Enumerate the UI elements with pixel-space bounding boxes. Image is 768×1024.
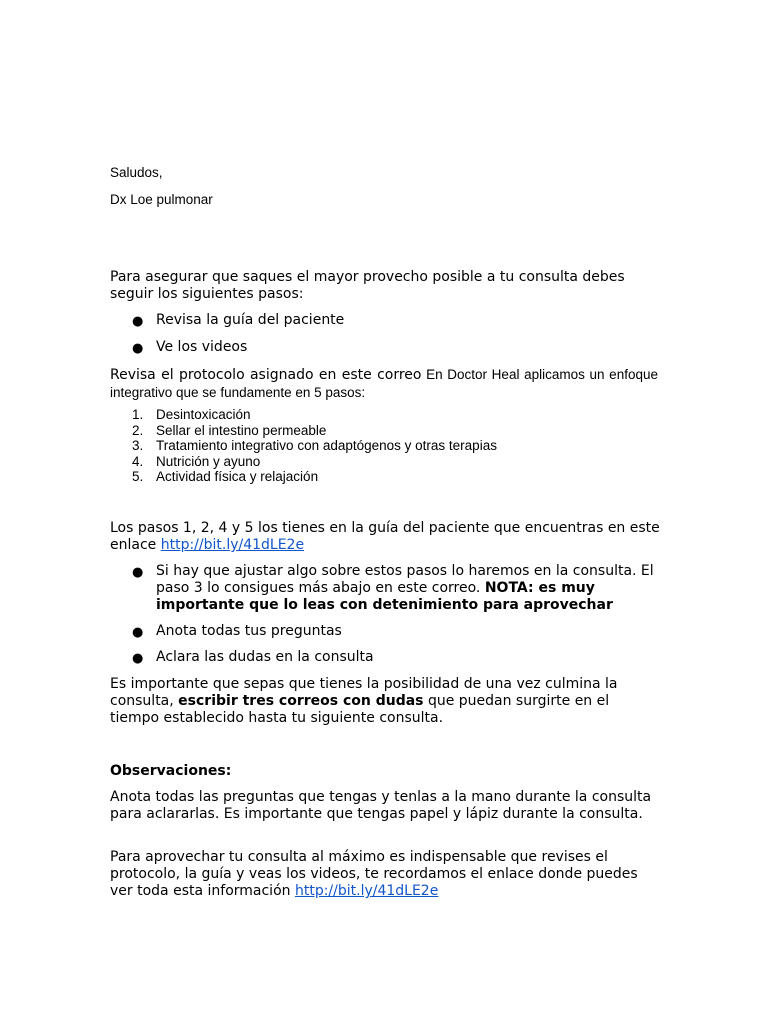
signature: Dx Loe pulmonar bbox=[110, 192, 213, 207]
step-number: 1. bbox=[132, 407, 144, 422]
observations-para-2-text: Para aprovechar tu consulta al máximo es indispensable que revises el protocolo, la guía y veas los videos, te recordamos el enlace donde puedes ver toda esta información bbox=[110, 849, 638, 899]
adjust-text: Si hay que ajustar algo sobre estos pasos lo haremos en la consulta. El paso 3 lo consigues más abajo en este correo. bbox=[156, 563, 654, 596]
guide-link[interactable]: http://bit.ly/41dLE2e bbox=[160, 537, 305, 553]
observations-link[interactable]: http://bit.ly/41dLE2e bbox=[294, 883, 439, 899]
step-item: Desintoxicación bbox=[156, 407, 251, 422]
bullet-marker: ● bbox=[132, 625, 144, 640]
protocol-rest: En Doctor Heal aplicamos un enfoque integrativo que se fundamente en 5 pasos: bbox=[110, 367, 658, 400]
bullet-marker: ● bbox=[132, 341, 144, 356]
adjust-bold: NOTA: es muy importante que lo leas con detenimiento para aprovechar bbox=[156, 580, 613, 613]
protocol-paragraph bbox=[110, 366, 658, 401]
observations-para-2 bbox=[110, 849, 655, 900]
greeting: Saludos, bbox=[110, 165, 163, 180]
step-number: 2. bbox=[132, 423, 144, 438]
adjust-note bbox=[156, 563, 656, 614]
step-number: 5. bbox=[132, 469, 144, 484]
protocol-lead: Revisa el protocolo asignado en este correo bbox=[110, 367, 422, 383]
guide-paragraph bbox=[110, 520, 660, 554]
observations-heading bbox=[110, 763, 660, 780]
intro-paragraph: Para asegurar que saques el mayor provecho posible a tu consulta debes seguir los siguientes pasos: bbox=[110, 269, 625, 302]
important-post: que puedan surgirte en el tiempo establecido hasta tu siguiente consulta. bbox=[110, 693, 610, 726]
step-item: Actividad física y relajación bbox=[156, 469, 319, 484]
step-number: 4. bbox=[132, 454, 144, 469]
step-item: Nutrición y ayuno bbox=[156, 454, 261, 469]
doubts-note: Aclara las dudas en la consulta bbox=[156, 649, 374, 665]
step-guide: Revisa la guía del paciente bbox=[156, 312, 345, 328]
bullet-marker: ● bbox=[132, 314, 144, 329]
observations-para-1: Anota todas las preguntas que tengas y tenlas a la mano durante la consulta para aclararlas. Es importante que tengas papel y lápiz durante la consulta. bbox=[110, 789, 652, 822]
important-paragraph bbox=[110, 676, 650, 727]
bullet-marker: ● bbox=[132, 565, 144, 580]
step-number: 3. bbox=[132, 438, 144, 453]
important-pre: Es importante que sepas que tienes la posibilidad de una vez culmina la consulta, bbox=[110, 676, 618, 709]
important-bold: escribir tres correos con dudas bbox=[178, 693, 424, 709]
bullet-marker: ● bbox=[132, 651, 144, 666]
step-videos: Ve los videos bbox=[156, 339, 248, 355]
questions-note: Anota todas tus preguntas bbox=[156, 623, 342, 639]
step-item: Sellar el intestino permeable bbox=[156, 423, 327, 438]
guide-text: Los pasos 1, 2, 4 y 5 los tienes en la guía del paciente que encuentras en este enlace bbox=[110, 520, 660, 553]
step-item: Tratamiento integrativo con adaptógenos y otras terapias bbox=[156, 438, 497, 453]
observations-heading-text: Observaciones: bbox=[110, 763, 232, 779]
